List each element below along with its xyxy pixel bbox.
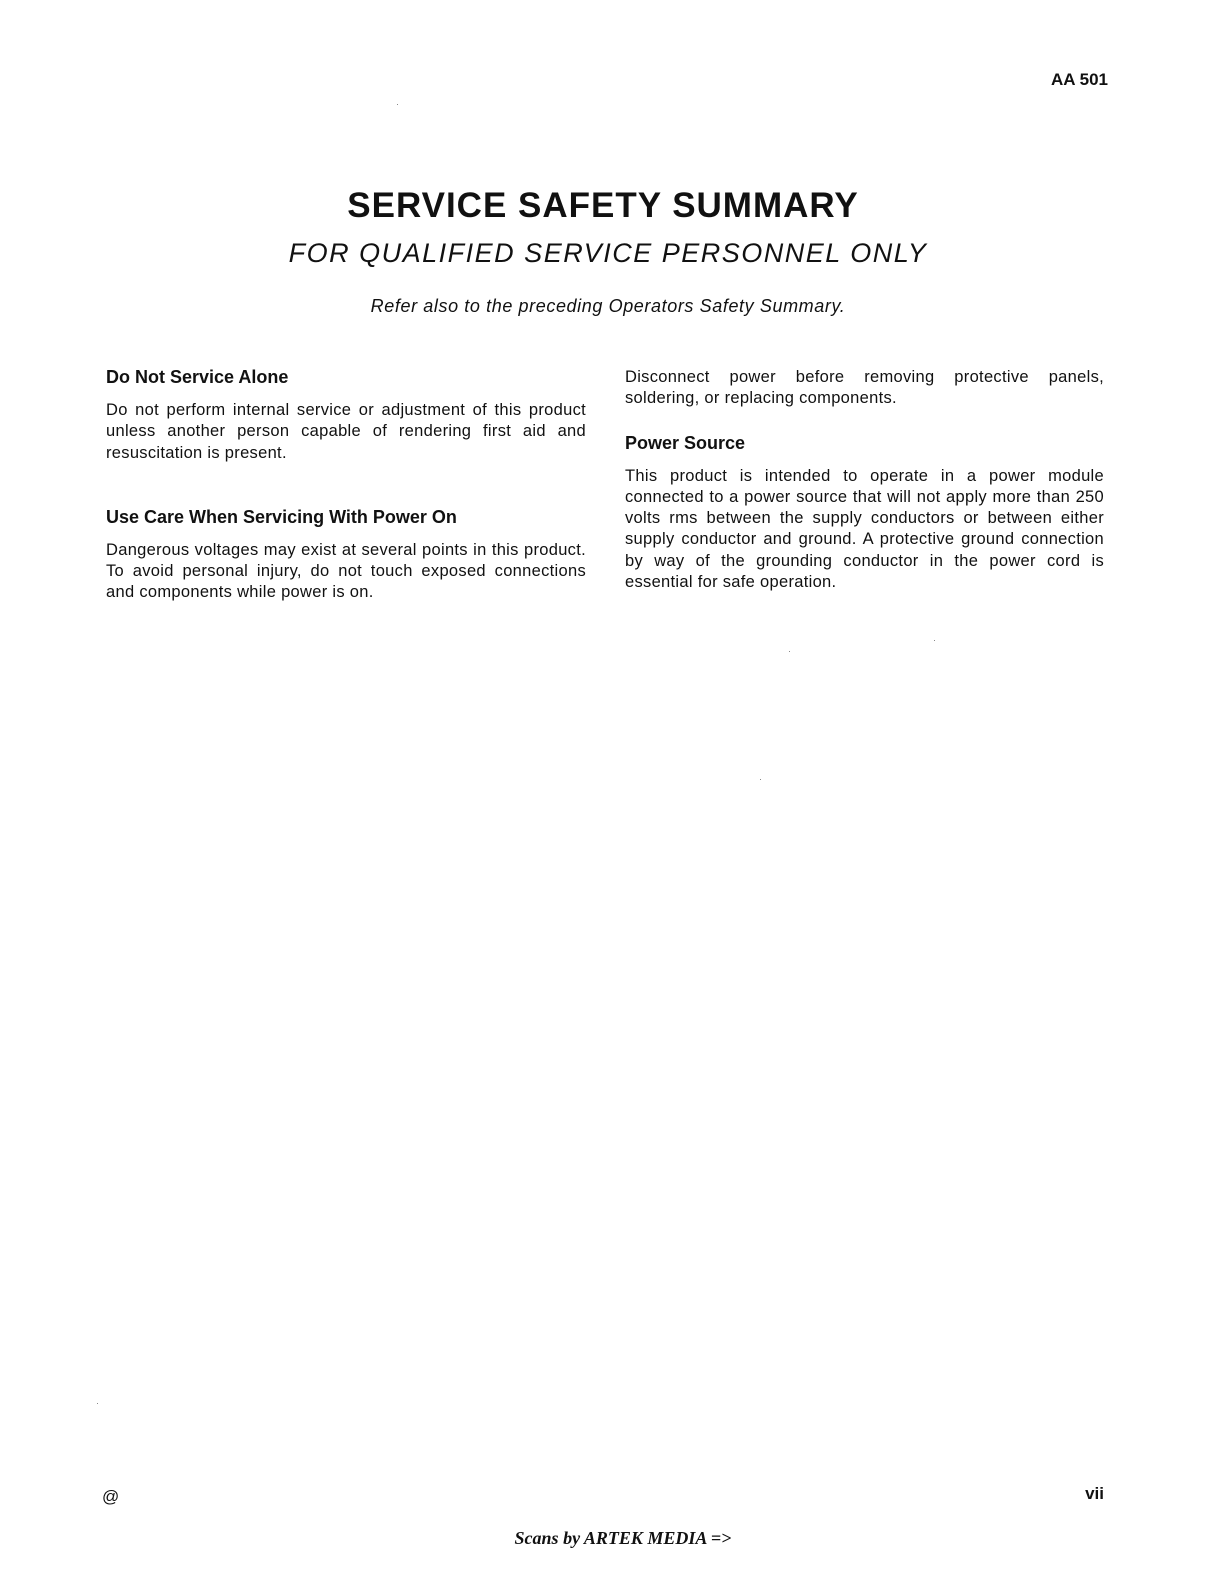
scan-speck [760, 779, 761, 780]
section-heading-power-source: Power Source [625, 432, 746, 453]
section-body-do-not-service-alone: Do not perform internal service or adjustment of this product unless another person capable of rendering first aid and resuscitation is present. [106, 401, 586, 462]
page-number: vii [1085, 1484, 1104, 1503]
left-column [106, 366, 586, 604]
model-number: AA 501 [1050, 70, 1108, 89]
scan-speck [934, 640, 935, 641]
section-body-power-source: This product is intended to operate in a power module connected to a power source that will not apply more than 250 volts rms between the supply conductors or between either supply conductor and ground. A protective ground connection by way of the grounding conductor in the power cord is essential for safe operation. [625, 466, 1104, 592]
scan-credit: Scans by ARTEK MEDIA => [514, 1528, 732, 1548]
section-heading-do-not-service-alone: Do Not Service Alone [106, 367, 289, 387]
page-subtitle: FOR QUALIFIED SERVICE PERSONNEL ONLY [288, 238, 928, 268]
scan-speck [789, 651, 790, 652]
section-heading-use-care: Use Care When Servicing With Power On [106, 506, 457, 527]
scan-speck [97, 1403, 98, 1404]
disconnect-power-note: Disconnect power before removing protective panels, soldering, or replacing components. [625, 368, 1104, 408]
section-body-use-care: Dangerous voltages may exist at several points in this product. To avoid personal injury, do not touch exposed connections and components while power is on. [106, 540, 586, 602]
footer-mark: @ [102, 1487, 120, 1506]
refer-note: Refer also to the preceding Operators Safety Summary. [370, 296, 846, 316]
right-column [625, 366, 1104, 593]
scan-speck [397, 104, 398, 105]
page-title: SERVICE SAFETY SUMMARY [347, 186, 859, 225]
